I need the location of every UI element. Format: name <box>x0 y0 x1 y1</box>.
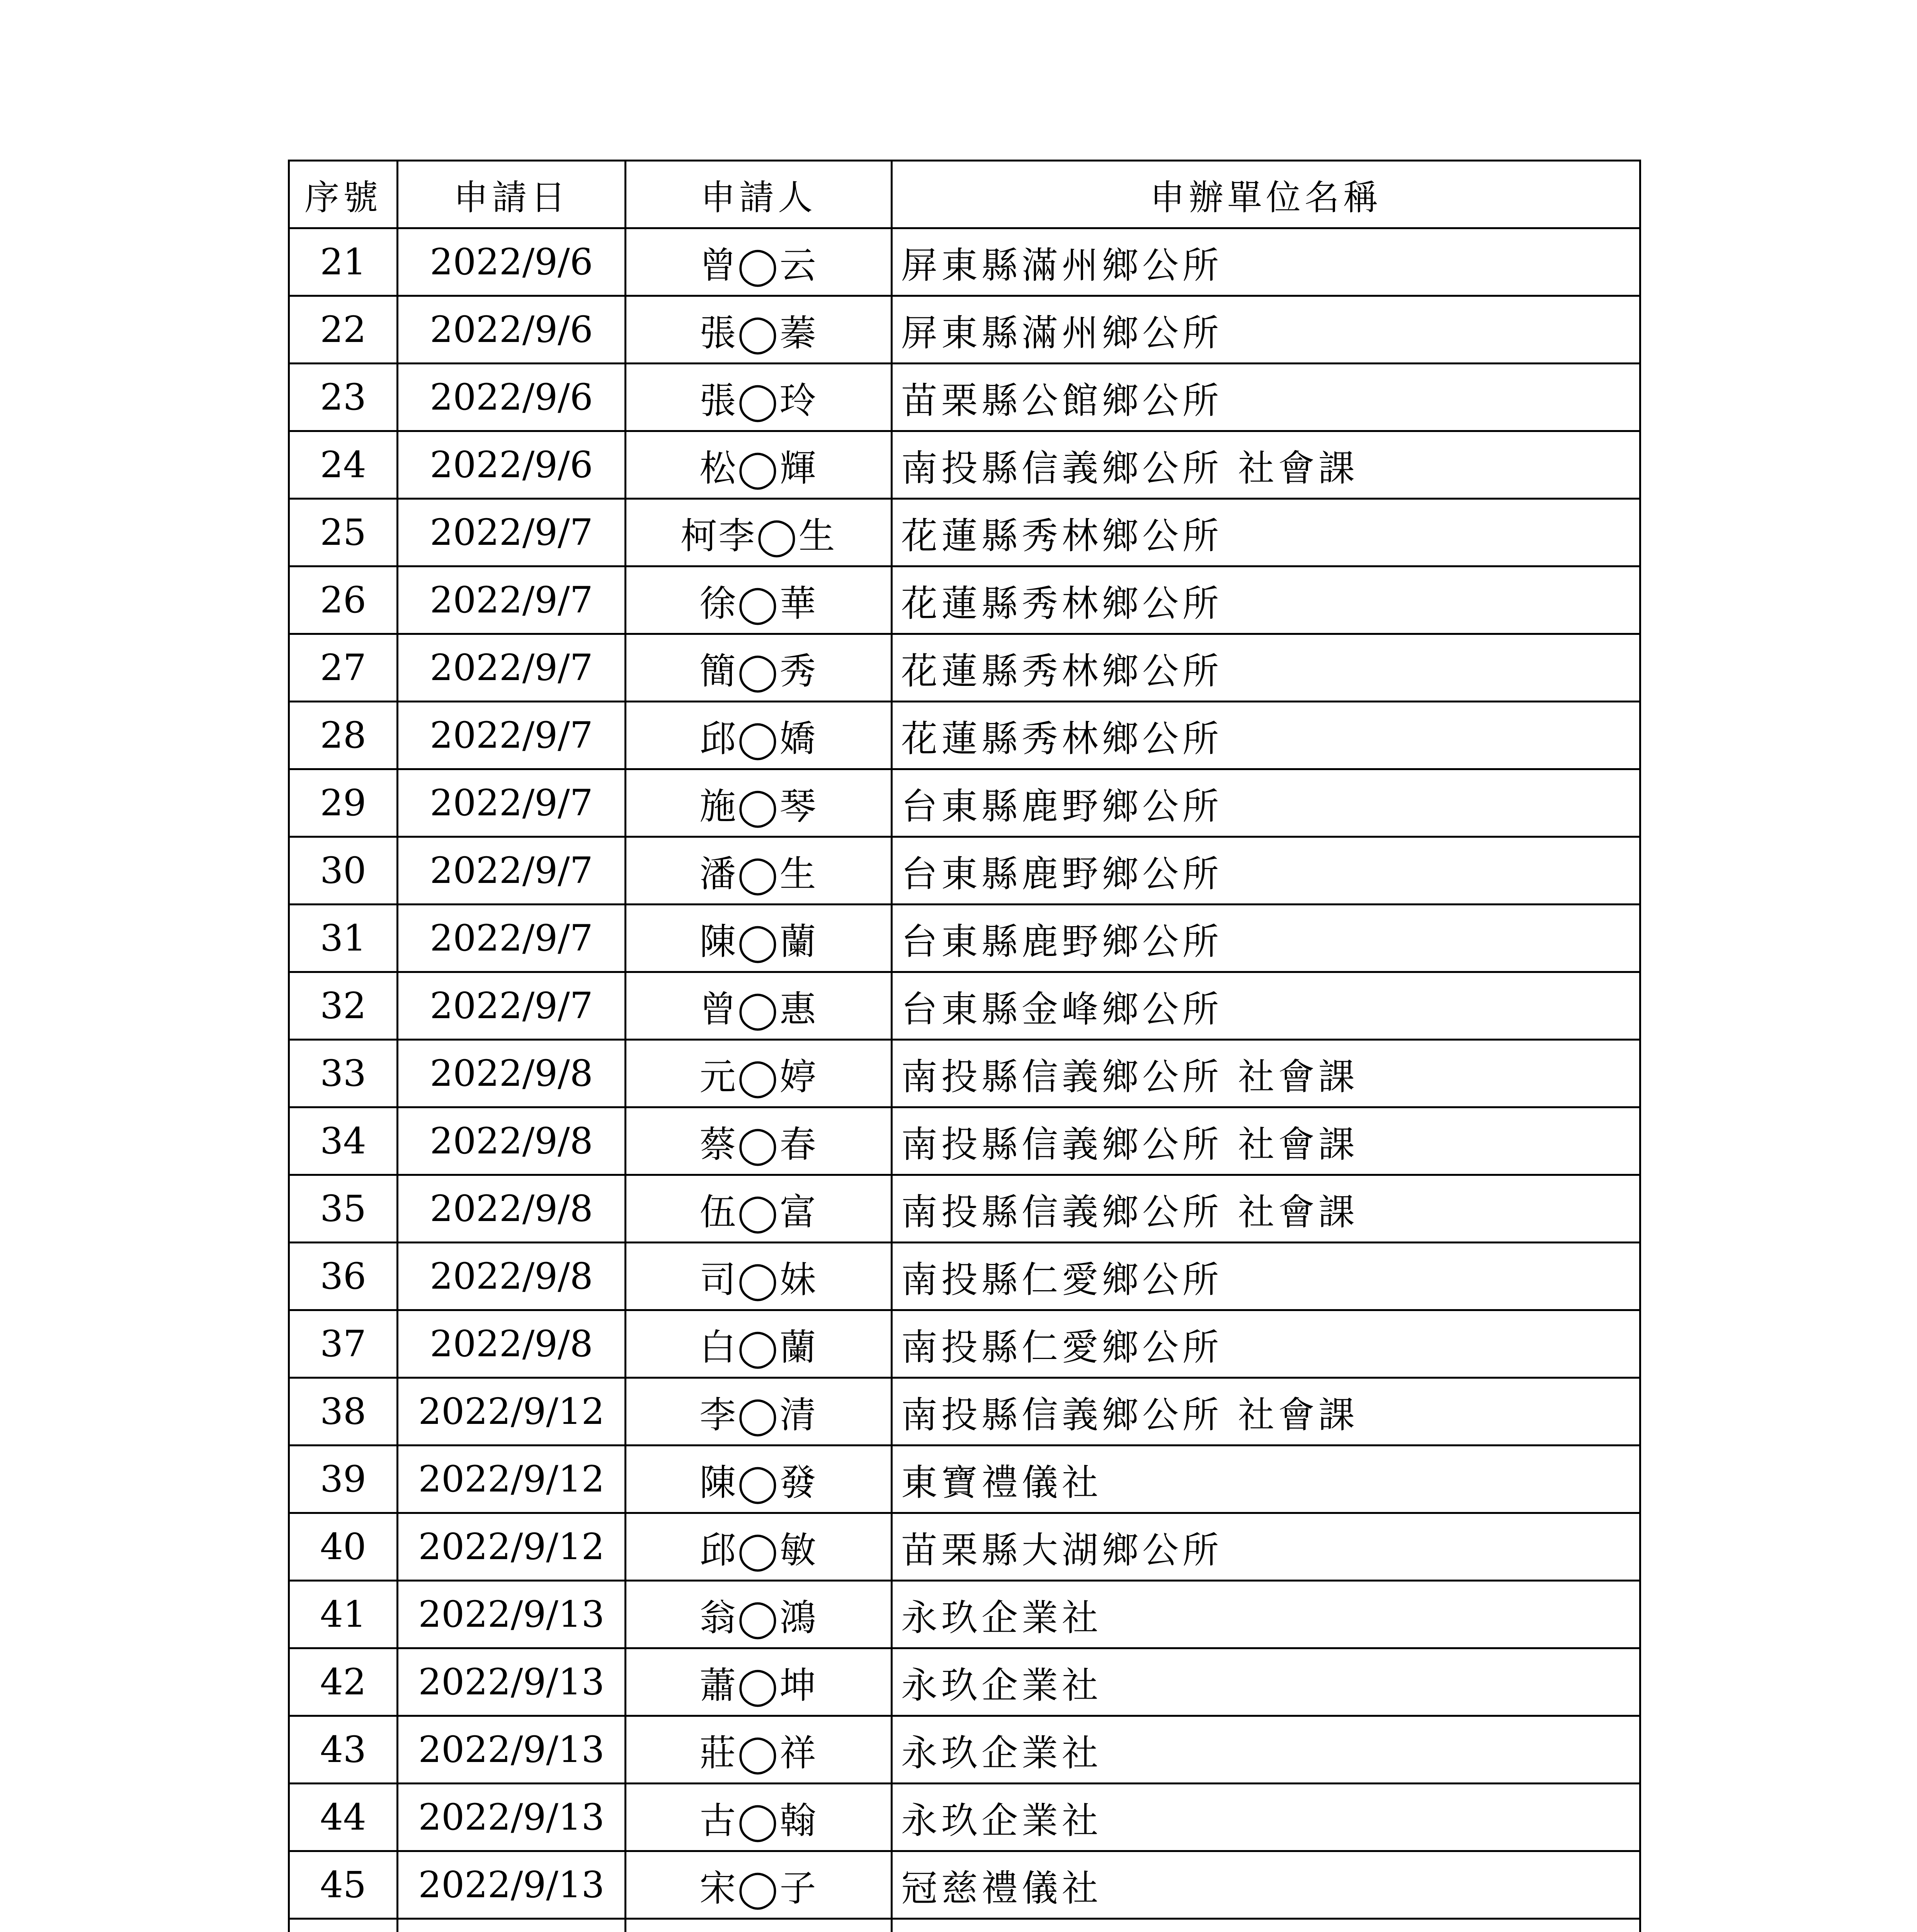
row-applicant: 柯李◯生 <box>626 499 892 566</box>
row-unit: 冠慈禮儀社 <box>892 1851 1640 1919</box>
row-applicant: 松◯輝 <box>626 431 892 499</box>
row-seq: 33 <box>289 1040 398 1107</box>
row-seq: 36 <box>289 1243 398 1310</box>
row-date: 2022/9/6 <box>398 431 626 499</box>
table-row <box>289 296 1640 364</box>
row-date: 2022/9/12 <box>398 1378 626 1446</box>
row-seq: 28 <box>289 702 398 769</box>
row-unit: 南投縣信義鄉公所 社會課 <box>892 1040 1640 1107</box>
table-row <box>289 1107 1640 1175</box>
table-row <box>289 1446 1640 1513</box>
table-row <box>289 1243 1640 1310</box>
row-seq: 37 <box>289 1310 398 1378</box>
table-row <box>289 972 1640 1040</box>
row-applicant: 司◯妹 <box>626 1243 892 1310</box>
header-seq: 序號 <box>289 161 398 228</box>
row-seq: 43 <box>289 1716 398 1784</box>
row-applicant: 李◯清 <box>626 1378 892 1446</box>
row-seq: 38 <box>289 1378 398 1446</box>
table-row <box>289 1648 1640 1716</box>
row-seq: 32 <box>289 972 398 1040</box>
row-unit: 南投縣信義鄉公所 社會課 <box>892 431 1640 499</box>
row-applicant: 伍◯富 <box>626 1175 892 1243</box>
row-date: 2022/9/8 <box>398 1175 626 1243</box>
row-applicant: 陳◯發 <box>626 1446 892 1513</box>
row-date: 2022/9/6 <box>398 296 626 364</box>
row-unit: 南投縣信義鄉公所 社會課 <box>892 1378 1640 1446</box>
table-row <box>289 769 1640 837</box>
row-seq: 45 <box>289 1851 398 1919</box>
row-unit: 花蓮縣秀林鄉公所 <box>892 499 1640 566</box>
row-unit: 台東縣鹿野鄉公所 <box>892 905 1640 972</box>
row-applicant: 莊◯祥 <box>626 1716 892 1784</box>
row-applicant: 翁◯鴻 <box>626 1581 892 1648</box>
row-seq: 24 <box>289 431 398 499</box>
row-applicant: 施◯琴 <box>626 769 892 837</box>
row-unit: 花蓮縣秀林鄉公所 <box>892 566 1640 634</box>
row-date: 2022/9/8 <box>398 1107 626 1175</box>
row-unit: 南投縣仁愛鄉公所 <box>892 1243 1640 1310</box>
table-row <box>289 364 1640 431</box>
row-date: 2022/9/7 <box>398 972 626 1040</box>
row-date: 2022/9/8 <box>398 1243 626 1310</box>
table-body <box>289 228 1640 1932</box>
row-unit: 永玖企業社 <box>892 1581 1640 1648</box>
row-date <box>398 1919 626 1932</box>
row-date: 2022/9/13 <box>398 1851 626 1919</box>
table-row <box>289 566 1640 634</box>
table-row <box>289 1310 1640 1378</box>
row-date: 2022/9/12 <box>398 1446 626 1513</box>
row-unit: 屏東縣滿州鄉公所 <box>892 296 1640 364</box>
application-table <box>288 160 1641 1932</box>
table-row <box>289 1040 1640 1107</box>
row-date: 2022/9/7 <box>398 837 626 905</box>
row-unit: 苗栗縣公館鄉公所 <box>892 364 1640 431</box>
row-unit: 台東縣金峰鄉公所 <box>892 972 1640 1040</box>
row-unit: 屏東縣滿州鄉公所 <box>892 228 1640 296</box>
row-applicant: 張◯玲 <box>626 364 892 431</box>
row-date: 2022/9/13 <box>398 1716 626 1784</box>
row-applicant: 曾◯惠 <box>626 972 892 1040</box>
row-applicant: 潘◯生 <box>626 837 892 905</box>
header-date: 申請日 <box>398 161 626 228</box>
table-row <box>289 499 1640 566</box>
row-date: 2022/9/6 <box>398 364 626 431</box>
row-date: 2022/9/13 <box>398 1581 626 1648</box>
row-date: 2022/9/12 <box>398 1513 626 1581</box>
row-seq: 34 <box>289 1107 398 1175</box>
row-unit: 東寶禮儀社 <box>892 1446 1640 1513</box>
row-seq: 40 <box>289 1513 398 1581</box>
table-row <box>289 1716 1640 1784</box>
row-date: 2022/9/7 <box>398 566 626 634</box>
row-date: 2022/9/7 <box>398 702 626 769</box>
table-row <box>289 1513 1640 1581</box>
row-unit: 南投縣信義鄉公所 社會課 <box>892 1107 1640 1175</box>
row-date: 2022/9/13 <box>398 1648 626 1716</box>
row-seq: 41 <box>289 1581 398 1648</box>
row-seq: 22 <box>289 296 398 364</box>
row-applicant: 宋◯子 <box>626 1851 892 1919</box>
row-date: 2022/9/7 <box>398 634 626 702</box>
row-date: 2022/9/8 <box>398 1310 626 1378</box>
row-applicant: 陳◯蘭 <box>626 905 892 972</box>
row-applicant: 元◯婷 <box>626 1040 892 1107</box>
row-date: 2022/9/7 <box>398 499 626 566</box>
table-row <box>289 1378 1640 1446</box>
table-row <box>289 1581 1640 1648</box>
row-seq: 21 <box>289 228 398 296</box>
row-applicant: 徐◯華 <box>626 566 892 634</box>
row-seq <box>289 1919 398 1932</box>
table-row <box>289 837 1640 905</box>
table-row <box>289 1175 1640 1243</box>
table-row <box>289 1784 1640 1851</box>
row-seq: 25 <box>289 499 398 566</box>
row-applicant: 邱◯嬌 <box>626 702 892 769</box>
row-applicant: 蔡◯春 <box>626 1107 892 1175</box>
row-seq: 42 <box>289 1648 398 1716</box>
row-seq: 26 <box>289 566 398 634</box>
row-applicant: 蕭◯坤 <box>626 1648 892 1716</box>
row-unit: 花蓮縣秀林鄉公所 <box>892 702 1640 769</box>
table-row <box>289 228 1640 296</box>
row-unit: 永玖企業社 <box>892 1716 1640 1784</box>
table-header-row <box>289 161 1640 228</box>
row-applicant: 古◯翰 <box>626 1784 892 1851</box>
table-row <box>289 634 1640 702</box>
row-date: 2022/9/7 <box>398 769 626 837</box>
row-applicant: 曾◯云 <box>626 228 892 296</box>
row-date: 2022/9/7 <box>398 905 626 972</box>
row-unit: 永玖企業社 <box>892 1648 1640 1716</box>
header-unit: 申辦單位名稱 <box>892 161 1640 228</box>
row-date: 2022/9/6 <box>398 228 626 296</box>
row-unit: 台東縣鹿野鄉公所 <box>892 769 1640 837</box>
row-unit: 花蓮縣秀林鄉公所 <box>892 634 1640 702</box>
row-date: 2022/9/13 <box>398 1784 626 1851</box>
table-row <box>289 431 1640 499</box>
row-applicant <box>626 1919 892 1932</box>
row-applicant: 白◯蘭 <box>626 1310 892 1378</box>
table-row <box>289 1919 1640 1932</box>
row-unit: 苗栗縣大湖鄉公所 <box>892 1513 1640 1581</box>
row-seq: 39 <box>289 1446 398 1513</box>
row-unit: 永玖企業社 <box>892 1784 1640 1851</box>
row-unit: 南投縣仁愛鄉公所 <box>892 1310 1640 1378</box>
row-seq: 30 <box>289 837 398 905</box>
row-applicant: 張◯蓁 <box>626 296 892 364</box>
row-unit <box>892 1919 1640 1932</box>
row-unit: 南投縣信義鄉公所 社會課 <box>892 1175 1640 1243</box>
row-date: 2022/9/8 <box>398 1040 626 1107</box>
row-seq: 27 <box>289 634 398 702</box>
row-seq: 31 <box>289 905 398 972</box>
row-seq: 29 <box>289 769 398 837</box>
row-seq: 23 <box>289 364 398 431</box>
row-seq: 35 <box>289 1175 398 1243</box>
row-seq: 44 <box>289 1784 398 1851</box>
table-row <box>289 702 1640 769</box>
header-applicant: 申請人 <box>626 161 892 228</box>
table-row <box>289 1851 1640 1919</box>
row-applicant: 簡◯秀 <box>626 634 892 702</box>
row-unit: 台東縣鹿野鄉公所 <box>892 837 1640 905</box>
table-row <box>289 905 1640 972</box>
row-applicant: 邱◯敏 <box>626 1513 892 1581</box>
